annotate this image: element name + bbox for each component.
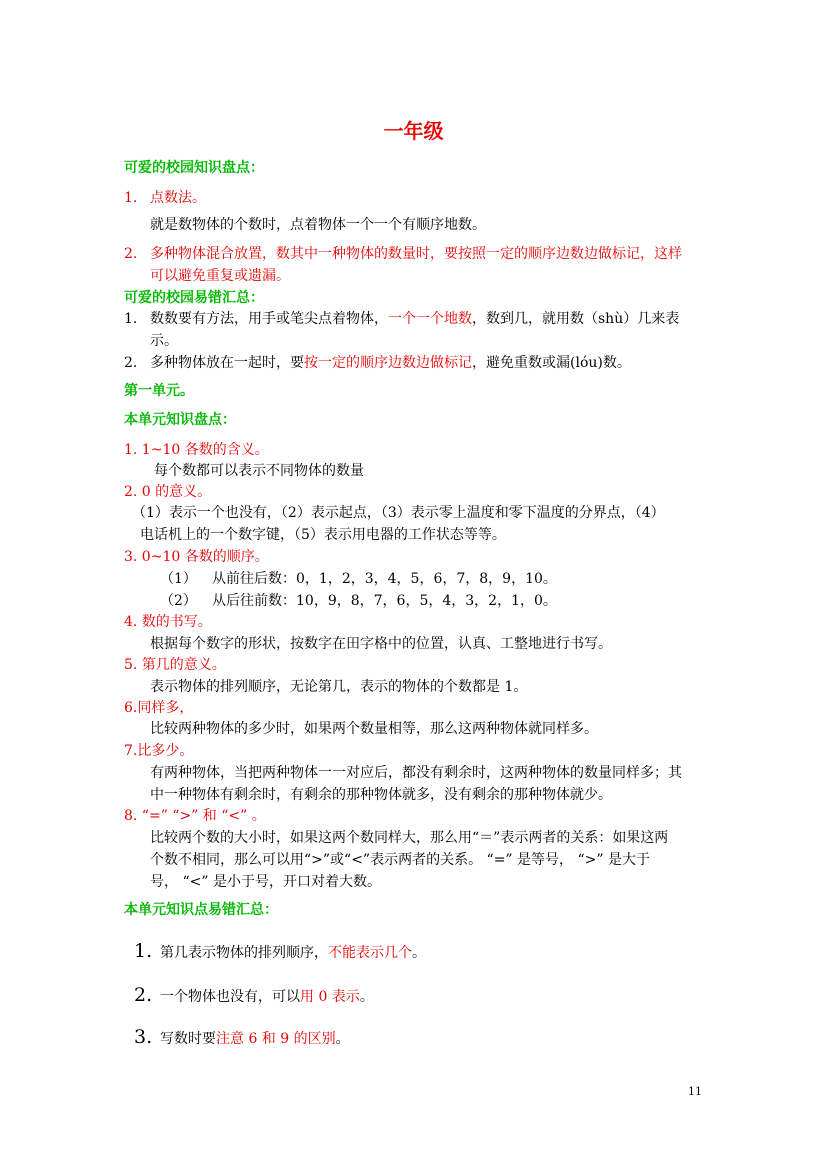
error-item-body: 第几表示物体的排列顺序，不能表示几个。 (160, 945, 426, 961)
sub-item-number: （1） (160, 571, 197, 587)
page-number: 11 (688, 1085, 702, 1098)
list-item-heading: 点数法。 (150, 190, 206, 206)
sub-item-body: 从后往前数：10，9，8，7，6，5，4，3，2，1，0。 (212, 593, 557, 609)
unit-heading: 第一单元。 (124, 383, 194, 399)
list-item-body: 多种物体放在一起时，要按一定的顺序边数边做标记，避免重数或漏(lóu)数。 (150, 355, 631, 371)
list-item-number: 2. (124, 246, 138, 262)
list-item-body: 可以避免重复或遗漏。 (150, 268, 290, 284)
section-heading-unit-knowledge: 本单元知识盘点： (124, 412, 236, 428)
list-item-number: 2. (124, 355, 138, 371)
knowledge-item-heading: 5. 第几的意义。 (124, 657, 226, 673)
error-item-number: 2. (134, 984, 153, 1006)
section-heading-campus-knowledge: 可爱的校园知识盘点： (124, 160, 264, 176)
page-title: 一年级 (383, 119, 444, 143)
list-item-body: 多种物体混合放置，数其中一种物体的数量时，要按照一定的顺序边数边做标记，这样 (150, 246, 682, 262)
knowledge-item-body: 表示物体的排列顺序，无论第几，表示的物体的个数都是 1。 (150, 679, 528, 695)
knowledge-item-body: 个数不相同，那么可以用“>”或“<”表示两者的关系。 “=” 是等号， “>” 是大于 (150, 852, 650, 868)
error-item-number: 1. (134, 940, 153, 962)
list-item-number: 1. (124, 190, 138, 206)
knowledge-item-body: 比较两个数的大小时，如果这两个数同样大，那么用“＝”表示两者的关系：如果这两 (150, 830, 669, 846)
knowledge-item-body: 根据每个数字的形状，按数字在田字格中的位置，认真、工整地进行书写。 (150, 636, 612, 652)
knowledge-item-body: 电话机上的一个数字键，（5）表示用电器的工作状态等等。 (140, 527, 506, 543)
knowledge-item-body: 号， “<” 是小于号，开口对着大数。 (150, 874, 381, 890)
knowledge-item-body: （1）表示一个也没有，（2）表示起点，（3）表示零上温度和零下温度的分界点，（4） (132, 505, 665, 521)
knowledge-item-body: 中一种物体有剩余时，有剩余的那种物体就多，没有剩余的那种物体就少。 (150, 787, 612, 803)
list-item-body: 就是数物体的个数时，点着物体一个一个有顺序地数。 (150, 217, 486, 233)
knowledge-item-heading: 6.同样多， (124, 700, 194, 716)
knowledge-item-heading: 1. 1~10 各数的含义。 (124, 442, 269, 458)
section-heading-campus-errors: 可爱的校园易错汇总： (124, 290, 264, 306)
error-item-body: 写数时要注意 6 和 9 的区别。 (160, 1031, 350, 1047)
sub-item-body: 从前往后数：0，1，2，3，4，5，6，7，8，9，10。 (212, 571, 557, 587)
error-item-number: 3. (134, 1026, 153, 1048)
knowledge-item-body: 每个数都可以表示不同物体的数量 (154, 463, 364, 479)
sub-item-number: （2） (160, 593, 197, 609)
error-item-body: 一个物体也没有，可以用 0 表示。 (160, 989, 374, 1005)
knowledge-item-heading: 7.比多少。 (124, 743, 194, 759)
knowledge-item-heading: 4. 数的书写。 (124, 614, 212, 630)
section-heading-unit-errors: 本单元知识点易错汇总： (124, 902, 278, 918)
knowledge-item-heading: 2. 0 的意义。 (124, 484, 212, 500)
list-item-number: 1. (124, 311, 138, 327)
knowledge-item-body: 比较两种物体的多少时，如果两个数量相等，那么这两种物体就同样多。 (150, 721, 598, 737)
list-item-body: 数数要有方法，用手或笔尖点着物体，一个一个地数，数到几，就用数（shù）几来表 (150, 311, 680, 327)
list-item-body: 示。 (150, 333, 178, 349)
knowledge-item-heading: 8. “=” “>” 和 “<” 。 (124, 808, 266, 824)
knowledge-item-heading: 3. 0~10 各数的顺序。 (124, 549, 269, 565)
knowledge-item-body: 有两种物体，当把两种物体一一对应后，都没有剩余时，这两种物体的数量同样多；其 (150, 765, 682, 781)
